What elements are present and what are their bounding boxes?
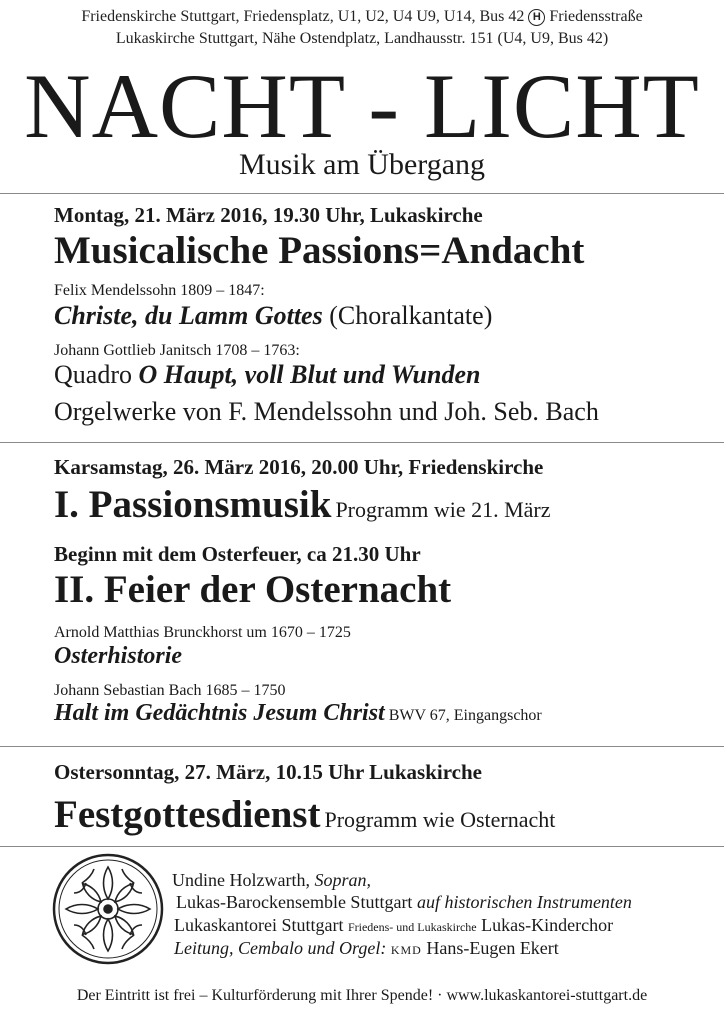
event2-work2 <box>54 700 542 727</box>
performer-director <box>174 938 559 959</box>
event2-composer2: Johann Sebastian Bach 1685 – 1750 <box>54 682 286 699</box>
bus-stop-h-icon: H <box>528 9 545 26</box>
performer-choir-name: Lukaskantorei Stuttgart <box>174 915 344 935</box>
footer-note: Der Eintritt ist frei – Kulturförderung mit Ihrer Spende! · www.lukaskantorei-stuttgart.de <box>76 987 648 1004</box>
performer-ensemble-name: Lukas-Barockensemble Stuttgart <box>176 892 413 912</box>
address-friedenskirche <box>0 8 724 26</box>
performer-soprano-role: Sopran, <box>314 870 371 890</box>
event3-date: Ostersonntag, 27. März, 10.15 Uhr Lukaskirche <box>54 760 482 784</box>
address-lukaskirche: Lukaskirche Stuttgart, Nähe Ostendplatz, Landhausstr. 151 (U4, U9, Bus 42) <box>115 30 609 47</box>
address-friedenskirche-text: Friedenskirche Stuttgart, Friedensplatz, U1, U2, U4 U9, U14, Bus 42 <box>81 8 525 25</box>
page-subtitle: Musik am Übergang <box>238 148 486 181</box>
address-stop-name: Friedensstraße <box>549 8 643 25</box>
performer-ensemble <box>176 892 632 913</box>
performer-director-title: KMD <box>390 943 422 957</box>
event1-work1-title: Christe, du Lamm Gottes <box>54 301 323 330</box>
event1-work2 <box>54 360 480 390</box>
event1-organ-works: Orgelwerke von F. Mendelssohn und Joh. Seb. Bach <box>54 397 599 426</box>
performer-soprano-name: Undine Holzwarth, <box>172 870 310 890</box>
divider <box>0 442 724 443</box>
event3-heading-line <box>54 792 555 837</box>
event3-heading: Festgottesdienst <box>54 793 321 836</box>
event2-date: Karsamstag, 26. März 2016, 20.00 Uhr, Friedenskirche <box>54 455 544 479</box>
divider <box>0 193 724 194</box>
event1-work1-note: (Choralkantate) <box>329 301 493 330</box>
event1-heading: Musicalische Passions=Andacht <box>54 229 585 272</box>
event2-work2-title: Halt im Gedächtnis Jesum Christ <box>54 700 385 726</box>
event1-composer1: Felix Mendelssohn 1809 – 1847: <box>54 282 265 299</box>
divider <box>0 746 724 747</box>
event1-work2-title: O Haupt, voll Blut und Wunden <box>138 360 481 389</box>
performer-ensemble-note: auf historischen Instrumenten <box>416 892 632 912</box>
event1-composer2: Johann Gottlieb Janitsch 1708 – 1763: <box>54 342 300 359</box>
page-title: NACHT - LICHT <box>24 55 700 157</box>
event1-date: Montag, 21. März 2016, 19.30 Uhr, Lukaskirche <box>54 203 483 227</box>
event2-work2-note: BWV 67, Eingangschor <box>388 707 542 724</box>
event2-heading-line <box>54 482 551 527</box>
performer-director-role: Leitung, Cembalo und Orgel: <box>174 938 387 958</box>
event2-heading: I. Passionsmusik <box>54 483 332 526</box>
event2-part2-time: Beginn mit dem Osterfeuer, ca 21.30 Uhr <box>54 542 421 566</box>
divider <box>0 846 724 847</box>
performer-director-name: Hans-Eugen Ekert <box>426 938 559 958</box>
performer-soprano <box>172 870 371 891</box>
event2-composer1: Arnold Matthias Brunckhorst um 1670 – 1725 <box>54 624 351 641</box>
event3-heading-note: Programm wie Osternacht <box>324 807 556 832</box>
event1-work1 <box>54 301 492 331</box>
event2-work1: Osterhistorie <box>54 643 183 669</box>
event2-heading-note: Programm wie 21. März <box>335 497 551 522</box>
event2-part2-heading: II. Feier der Osternacht <box>54 568 452 611</box>
event1-work2-prefix: Quadro <box>54 360 132 389</box>
performer-childrens-choir: Lukas-Kinderchor <box>481 915 614 935</box>
performer-choir-churches: Friedens- und Lukaskirche <box>347 920 477 934</box>
performer-choirs <box>174 915 613 936</box>
church-seal-icon <box>52 853 164 965</box>
